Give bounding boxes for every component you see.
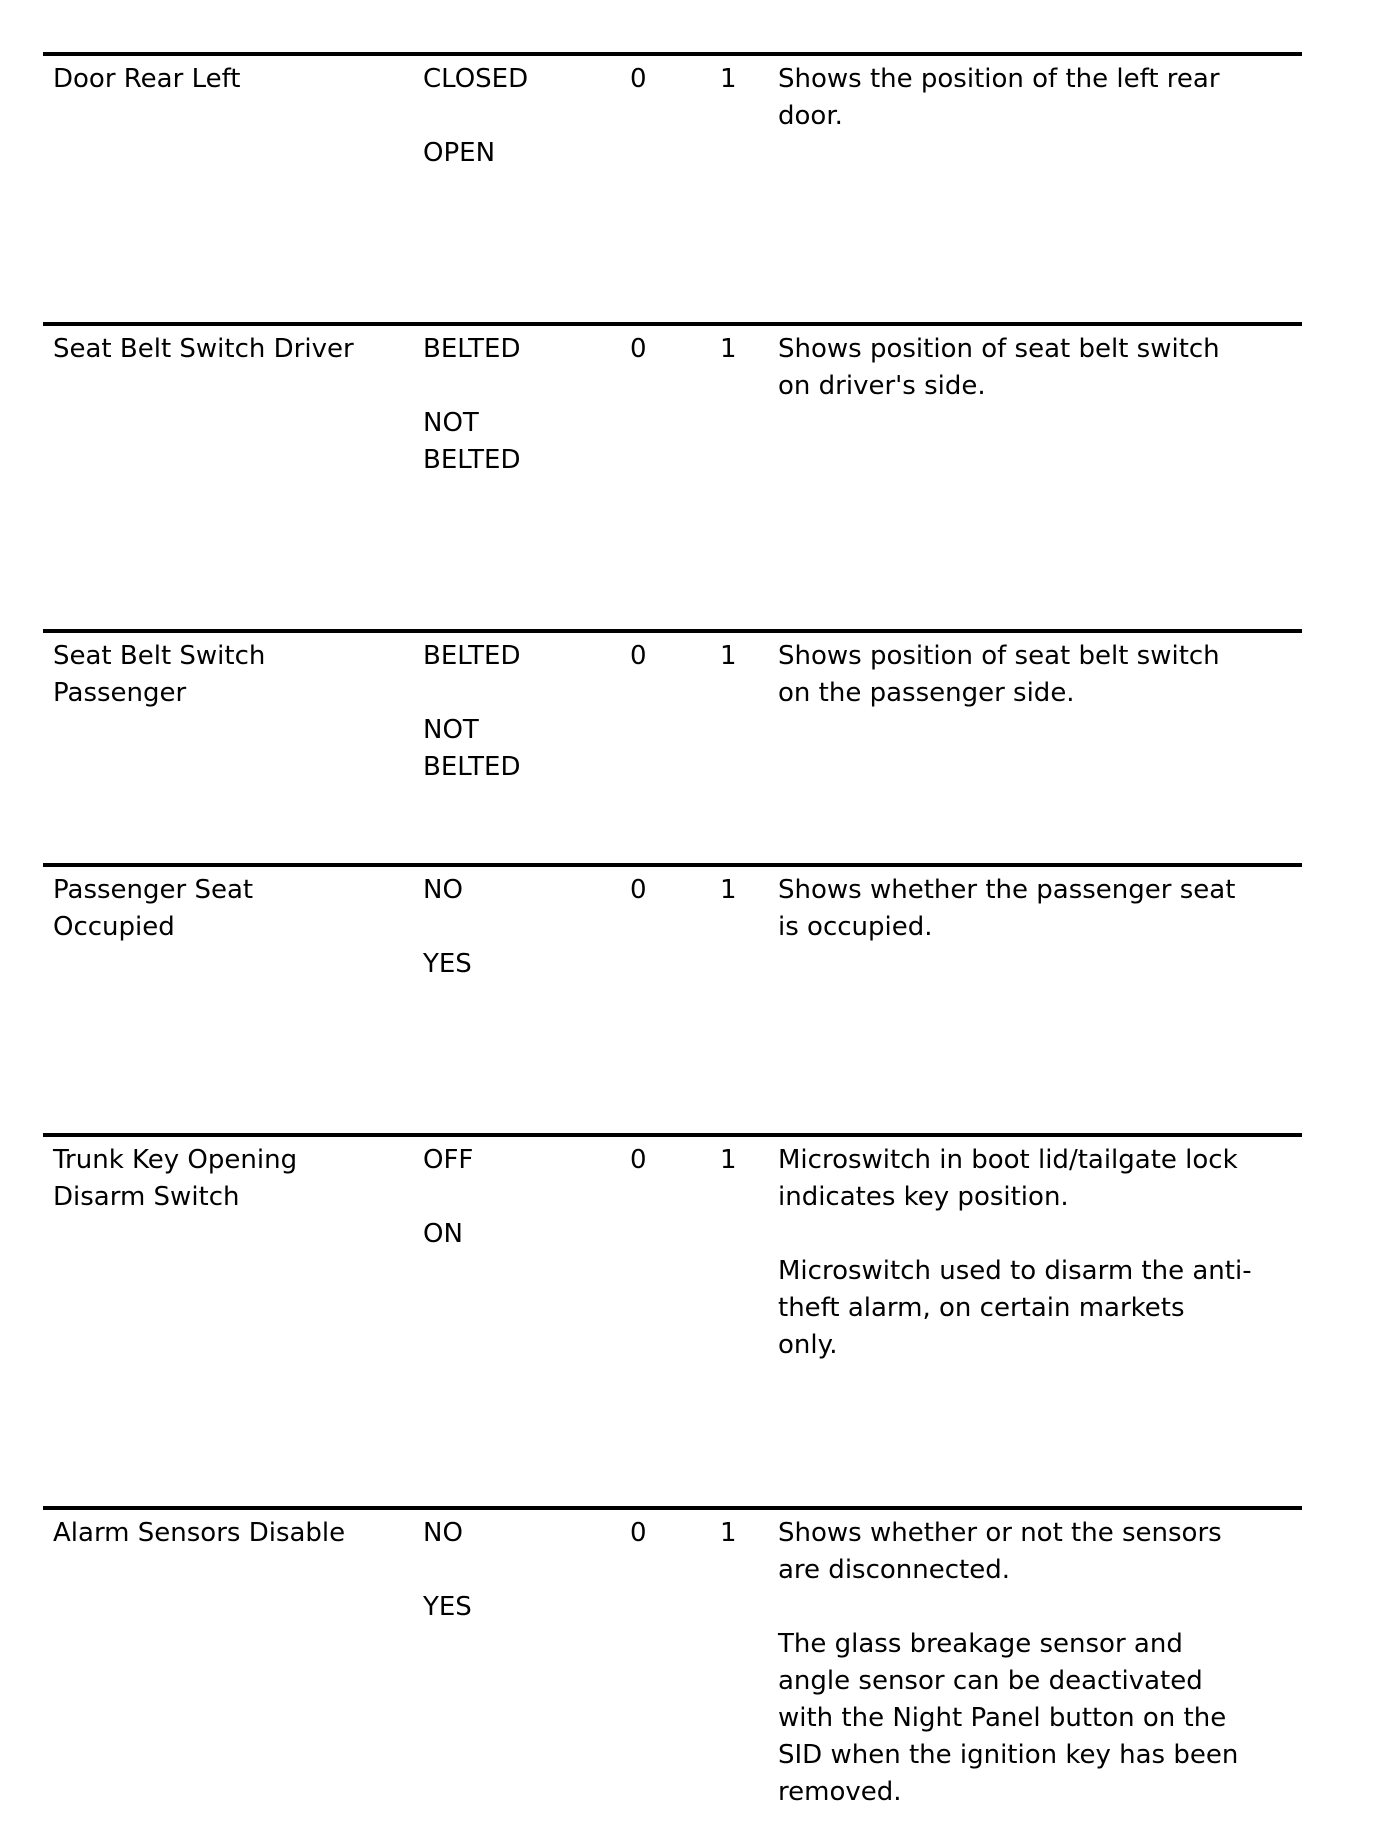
parameter-value-line — [423, 675, 630, 712]
raw-value-0: 0 — [630, 64, 647, 94]
parameter-values-cell — [423, 1515, 630, 1848]
parameter-name-line: Alarm Sensors Disable — [53, 1518, 346, 1548]
description-cell — [778, 1142, 1302, 1506]
raw-value-1: 1 — [720, 1518, 737, 1548]
parameter-name-cell — [43, 872, 423, 1133]
description-line: theft alarm, on certain markets — [778, 1293, 1185, 1323]
description-line: Shows whether or not the sensors — [778, 1518, 1222, 1548]
description-cell — [778, 872, 1302, 1133]
raw-value-1: 1 — [720, 64, 737, 94]
table-row — [43, 1133, 1302, 1506]
parameter-value-line: OFF — [423, 1145, 474, 1175]
parameter-value-line — [423, 368, 630, 405]
description-line: with the Night Panel button on the — [778, 1703, 1227, 1733]
raw-value-0-cell — [630, 1142, 720, 1506]
raw-value-1-cell — [720, 638, 778, 863]
description-cell — [778, 1515, 1302, 1848]
description-line: on the passenger side. — [778, 678, 1075, 708]
raw-value-1: 1 — [720, 641, 737, 671]
parameter-value-line: OPEN — [423, 138, 496, 168]
raw-value-0-cell — [630, 1515, 720, 1848]
table-row — [43, 863, 1302, 1133]
table-row — [43, 52, 1302, 322]
raw-value-1-cell — [720, 1515, 778, 1848]
description-line: Microswitch used to disarm the anti- — [778, 1256, 1252, 1286]
parameter-name-line: Occupied — [53, 912, 175, 942]
raw-value-1-cell — [720, 1142, 778, 1506]
raw-value-1-cell — [720, 331, 778, 629]
description-line: indicates key position. — [778, 1182, 1069, 1212]
raw-value-0-cell — [630, 331, 720, 629]
parameter-name-line: Disarm Switch — [53, 1182, 240, 1212]
table-row — [43, 322, 1302, 629]
parameter-values-cell — [423, 61, 630, 322]
description-line: Shows position of seat belt switch — [778, 641, 1220, 671]
description-line: removed. — [778, 1777, 902, 1807]
raw-value-1-cell — [720, 872, 778, 1133]
parameter-value-line: BELTED — [423, 752, 521, 782]
raw-value-0: 0 — [630, 641, 647, 671]
description-line: SID when the ignition key has been — [778, 1740, 1239, 1770]
parameter-value-line: BELTED — [423, 334, 521, 364]
raw-value-1: 1 — [720, 334, 737, 364]
description-line: on driver's side. — [778, 371, 986, 401]
raw-value-0: 0 — [630, 1518, 647, 1548]
description-line: only. — [778, 1330, 838, 1360]
parameter-values-cell — [423, 1142, 630, 1506]
parameter-name-line: Door Rear Left — [53, 64, 241, 94]
description-cell — [778, 638, 1302, 863]
description-line: The glass breakage sensor and — [778, 1629, 1183, 1659]
description-line: are disconnected. — [778, 1555, 1010, 1585]
parameter-value-line — [423, 98, 630, 135]
raw-value-0: 0 — [630, 875, 647, 905]
parameter-values-cell — [423, 638, 630, 863]
description-cell — [778, 331, 1302, 629]
raw-value-0-cell — [630, 638, 720, 863]
parameter-value-line: CLOSED — [423, 64, 529, 94]
raw-value-1: 1 — [720, 1145, 737, 1175]
parameter-value-line: NOT — [423, 715, 479, 745]
parameter-values-cell — [423, 331, 630, 629]
description-cell — [778, 61, 1302, 322]
parameter-name-cell — [43, 1515, 423, 1848]
raw-value-0: 0 — [630, 1145, 647, 1175]
parameter-value-line: YES — [423, 949, 472, 979]
description-line — [778, 1216, 1302, 1253]
parameter-name-cell — [43, 331, 423, 629]
description-line: Shows whether the passenger seat — [778, 875, 1236, 905]
table-row — [43, 1506, 1302, 1848]
parameter-name-line: Passenger Seat — [53, 875, 254, 905]
raw-value-0-cell — [630, 61, 720, 322]
parameter-name-cell — [43, 1142, 423, 1506]
diagnostic-parameter-table — [43, 52, 1302, 1848]
raw-value-0-cell — [630, 872, 720, 1133]
table-row — [43, 629, 1302, 863]
parameter-value-line — [423, 1179, 630, 1216]
description-line: Microswitch in boot lid/tailgate lock — [778, 1145, 1238, 1175]
description-line: Shows the position of the left rear — [778, 64, 1220, 94]
parameter-name-line: Trunk Key Opening — [53, 1145, 298, 1175]
parameter-name-line: Passenger — [53, 678, 187, 708]
raw-value-0: 0 — [630, 334, 647, 364]
description-line: door. — [778, 101, 843, 131]
raw-value-1-cell — [720, 61, 778, 322]
parameter-values-cell — [423, 872, 630, 1133]
parameter-value-line: BELTED — [423, 641, 521, 671]
parameter-value-line — [423, 1552, 630, 1589]
description-line — [778, 1589, 1302, 1626]
description-line: Shows position of seat belt switch — [778, 334, 1220, 364]
description-line: angle sensor can be deactivated — [778, 1666, 1203, 1696]
parameter-value-line: NO — [423, 1518, 463, 1548]
parameter-name-cell — [43, 638, 423, 863]
parameter-value-line: BELTED — [423, 445, 521, 475]
parameter-value-line: NO — [423, 875, 463, 905]
parameter-value-line: YES — [423, 1592, 472, 1622]
parameter-value-line — [423, 909, 630, 946]
parameter-value-line: ON — [423, 1219, 463, 1249]
parameter-name-cell — [43, 61, 423, 322]
parameter-value-line: NOT — [423, 408, 479, 438]
parameter-name-line: Seat Belt Switch — [53, 641, 266, 671]
description-line: is occupied. — [778, 912, 933, 942]
parameter-name-line: Seat Belt Switch Driver — [53, 334, 354, 364]
raw-value-1: 1 — [720, 875, 737, 905]
